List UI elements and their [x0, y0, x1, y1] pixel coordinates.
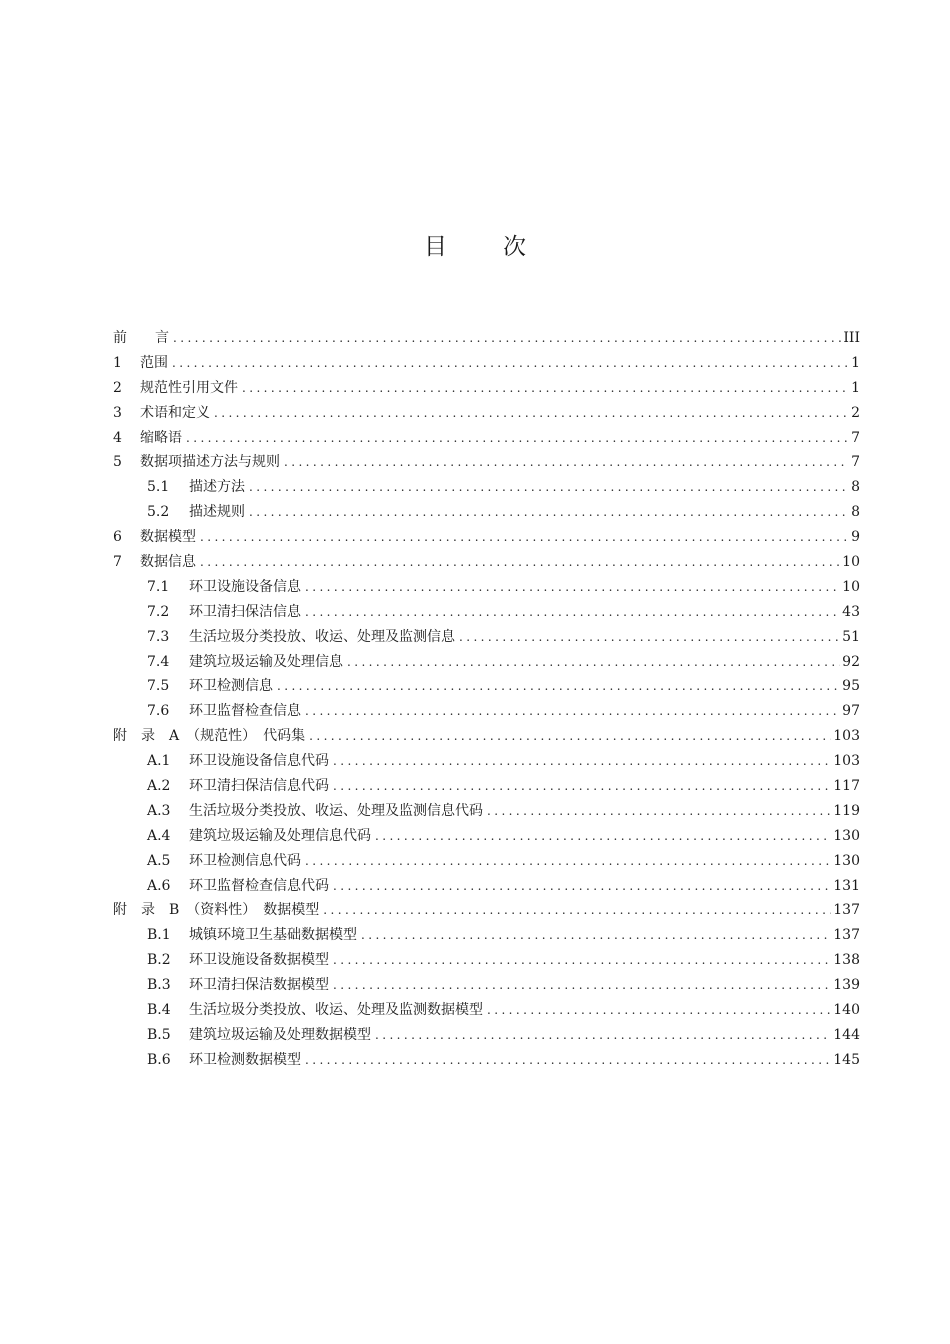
- dot-leader: [333, 774, 831, 799]
- toc-entry-page: 139: [833, 977, 860, 994]
- toc-entry-number: B.2: [147, 952, 171, 969]
- toc-entry[interactable]: [113, 799, 860, 824]
- dot-leader: [305, 575, 840, 600]
- toc-entry-title[interactable]: 环卫清扫保洁数据模型: [189, 977, 329, 994]
- toc-entry-number: A.5: [147, 852, 171, 869]
- toc-entry-title[interactable]: 建筑垃圾运输及处理信息代码: [189, 827, 371, 844]
- toc-entry-page: 2: [851, 404, 860, 421]
- toc-entry-number: B.1: [147, 927, 171, 944]
- dot-leader: [305, 1048, 831, 1073]
- toc-entry-page: 43: [842, 603, 860, 620]
- dot-leader: [172, 351, 849, 376]
- toc-entry[interactable]: [113, 550, 860, 575]
- toc-entry[interactable]: [113, 351, 860, 376]
- toc-entry-title[interactable]: 建筑垃圾运输及处理信息: [189, 653, 343, 670]
- toc-entry-number: 5.2: [147, 504, 170, 521]
- toc-entry-title[interactable]: 缩略语: [140, 429, 182, 446]
- dot-leader: [200, 550, 840, 575]
- dot-leader: [333, 948, 831, 973]
- dot-leader: [333, 973, 831, 998]
- toc-entry-title[interactable]: 术语和定义: [140, 404, 210, 421]
- dot-leader: [249, 500, 849, 525]
- toc-entry-page: 138: [833, 952, 860, 969]
- dot-leader: [361, 923, 831, 948]
- toc-entry[interactable]: [113, 774, 860, 799]
- toc-entry-page: 137: [833, 902, 860, 919]
- toc-entry-number: B.5: [147, 1026, 171, 1043]
- toc-entry-page: 119: [833, 802, 860, 819]
- toc-entry-page: 7: [851, 454, 860, 471]
- toc-entry[interactable]: [113, 824, 860, 849]
- toc-entry[interactable]: [113, 849, 860, 874]
- toc-entry-page: 1: [851, 354, 860, 371]
- toc-entry-title[interactable]: 建筑垃圾运输及处理数据模型: [189, 1026, 371, 1043]
- toc-entry-page: 95: [842, 678, 860, 695]
- toc-entry[interactable]: [113, 998, 860, 1023]
- toc-entry-number: 7.2: [147, 603, 170, 620]
- toc-entry-page: 130: [833, 852, 860, 869]
- toc-entry-title[interactable]: 描述规则: [189, 504, 245, 521]
- toc-entry-number: B.6: [147, 1051, 171, 1068]
- dot-leader: [305, 849, 831, 874]
- toc-entry-number: 5.1: [147, 479, 170, 496]
- dot-leader: [277, 674, 840, 699]
- toc-entry[interactable]: [113, 401, 860, 426]
- toc-entry-number: A.1: [147, 753, 171, 770]
- toc-entry[interactable]: [113, 973, 860, 998]
- toc-entry-title[interactable]: 附 录 B （资料性） 数据模型: [113, 902, 320, 919]
- toc-entry[interactable]: [113, 575, 860, 600]
- toc-entry-title[interactable]: 数据项描述方法与规则: [140, 454, 280, 471]
- toc-entry-title[interactable]: 生活垃圾分类投放、收运、处理及监测信息代码: [189, 802, 483, 819]
- toc-entry-number: 6: [113, 529, 122, 546]
- toc-entry-title[interactable]: 环卫检测信息代码: [189, 852, 301, 869]
- toc-entry-page: 145: [833, 1051, 860, 1068]
- toc-entry-title[interactable]: 前 言: [113, 330, 169, 346]
- toc-entry-page: 1: [851, 379, 860, 396]
- dot-leader: [333, 874, 831, 899]
- dot-leader: [305, 600, 840, 625]
- toc-entry-number: 7: [113, 554, 122, 571]
- toc-entry-title[interactable]: 环卫设施设备信息: [189, 578, 301, 595]
- toc-entry-title[interactable]: 环卫设施设备信息代码: [189, 753, 329, 770]
- toc-entry-title[interactable]: 环卫监督检查信息: [189, 703, 301, 720]
- toc-entry[interactable]: [113, 898, 860, 923]
- toc-entry-number: A.2: [147, 778, 171, 795]
- toc-entry[interactable]: [113, 600, 860, 625]
- dot-leader: [323, 898, 831, 923]
- toc-entry-title[interactable]: 数据模型: [140, 529, 196, 546]
- toc-entry-number: 7.3: [147, 628, 170, 645]
- toc-entry-page: 9: [851, 529, 860, 546]
- toc-entry-page: 137: [833, 927, 860, 944]
- dot-leader: [375, 1023, 831, 1048]
- dot-leader: [305, 699, 840, 724]
- toc-entry-title[interactable]: 生活垃圾分类投放、收运、处理及监测数据模型: [189, 1002, 483, 1019]
- toc-entry[interactable]: [113, 1048, 860, 1073]
- toc-entry-page: 8: [851, 504, 860, 521]
- toc-entry[interactable]: [113, 500, 860, 525]
- page-title: [0, 228, 950, 261]
- toc-entry[interactable]: [113, 948, 860, 973]
- toc-entry[interactable]: [113, 749, 860, 774]
- toc-entry-page: 92: [842, 653, 860, 670]
- toc-entry[interactable]: [113, 724, 860, 749]
- dot-leader: [333, 749, 831, 774]
- toc-entry-page: 103: [833, 753, 860, 770]
- toc-entry-title[interactable]: 数据信息: [140, 554, 196, 571]
- toc-entry-number: B.3: [147, 977, 171, 994]
- toc-entry[interactable]: [113, 923, 860, 948]
- toc-entry-number: 2: [113, 379, 122, 396]
- dot-leader: [214, 401, 849, 426]
- toc-entry-number: 7.1: [147, 578, 170, 595]
- toc-entry-page: 10: [842, 554, 860, 571]
- toc-entry-title[interactable]: 环卫清扫保洁信息: [189, 603, 301, 620]
- toc-entry-title[interactable]: 环卫设施设备数据模型: [189, 952, 329, 969]
- toc-entry-page: 131: [833, 877, 860, 894]
- toc-entry-number: 5: [113, 454, 122, 471]
- toc-entry[interactable]: [113, 475, 860, 500]
- toc-entry-title[interactable]: 规范性引用文件: [140, 379, 238, 396]
- toc-entry-number: 7.5: [147, 678, 170, 695]
- toc-entry[interactable]: [113, 525, 860, 550]
- toc-entry-page: 117: [833, 778, 860, 795]
- title-char-2: 次: [503, 234, 526, 260]
- toc-entry[interactable]: [113, 699, 860, 724]
- toc-entry-number: 1: [113, 354, 122, 371]
- toc-entry-number: B.4: [147, 1002, 171, 1019]
- toc-entry-title[interactable]: 环卫清扫保洁信息代码: [189, 778, 329, 795]
- toc-entry-number: A.4: [147, 827, 171, 844]
- toc-entry[interactable]: [113, 625, 860, 650]
- toc-entry-page: 103: [833, 728, 860, 745]
- dot-leader: [459, 625, 840, 650]
- dot-leader: [487, 799, 831, 824]
- toc-entry-page: 8: [851, 479, 860, 496]
- toc-entry-number: A.3: [147, 802, 171, 819]
- toc-entry-title[interactable]: 附 录 A （规范性） 代码集: [113, 728, 306, 745]
- toc-entry-number: 7.6: [147, 703, 170, 720]
- toc-entry-page: 140: [833, 1002, 860, 1019]
- toc-entry[interactable]: [113, 326, 860, 351]
- toc-entry-page: 97: [842, 703, 860, 720]
- title-char-1: 目: [424, 234, 447, 260]
- toc-entry-number: 3: [113, 404, 122, 421]
- toc-entry-title[interactable]: 生活垃圾分类投放、收运、处理及监测信息: [189, 628, 455, 645]
- toc-entry-title[interactable]: 环卫监督检查信息代码: [189, 877, 329, 894]
- toc-entry-page: 7: [851, 429, 860, 446]
- dot-leader: [249, 475, 849, 500]
- dot-leader: [186, 426, 849, 451]
- toc-entry[interactable]: [113, 426, 860, 451]
- table-of-contents: [113, 326, 860, 1073]
- toc-entry-number: 4: [113, 429, 122, 446]
- toc-entry[interactable]: [113, 1023, 860, 1048]
- toc-entry[interactable]: [113, 376, 860, 401]
- toc-entry[interactable]: [113, 874, 860, 899]
- toc-entry-number: A.6: [147, 877, 171, 894]
- toc-entry-page: III: [843, 330, 860, 346]
- dot-leader: [200, 525, 849, 550]
- toc-entry-title[interactable]: 范围: [140, 354, 168, 371]
- toc-entry-title[interactable]: 环卫检测信息: [189, 678, 273, 695]
- toc-entry-title[interactable]: 描述方法: [189, 479, 245, 496]
- toc-entry-page: 130: [833, 827, 860, 844]
- toc-entry-page: 51: [842, 628, 860, 645]
- toc-entry-number: 7.4: [147, 653, 170, 670]
- toc-entry-title[interactable]: 环卫检测数据模型: [189, 1051, 301, 1068]
- toc-entry-page: 144: [833, 1026, 860, 1043]
- dot-leader: [284, 450, 849, 475]
- toc-entry[interactable]: [113, 674, 860, 699]
- dot-leader: [487, 998, 831, 1023]
- dot-leader: [347, 650, 840, 675]
- toc-entry-title[interactable]: 城镇环境卫生基础数据模型: [189, 927, 357, 944]
- toc-entry[interactable]: [113, 450, 860, 475]
- dot-leader: [309, 724, 831, 749]
- dot-leader: [173, 326, 841, 351]
- toc-entry[interactable]: [113, 650, 860, 675]
- toc-entry-page: 10: [842, 578, 860, 595]
- dot-leader: [375, 824, 831, 849]
- dot-leader: [242, 376, 849, 401]
